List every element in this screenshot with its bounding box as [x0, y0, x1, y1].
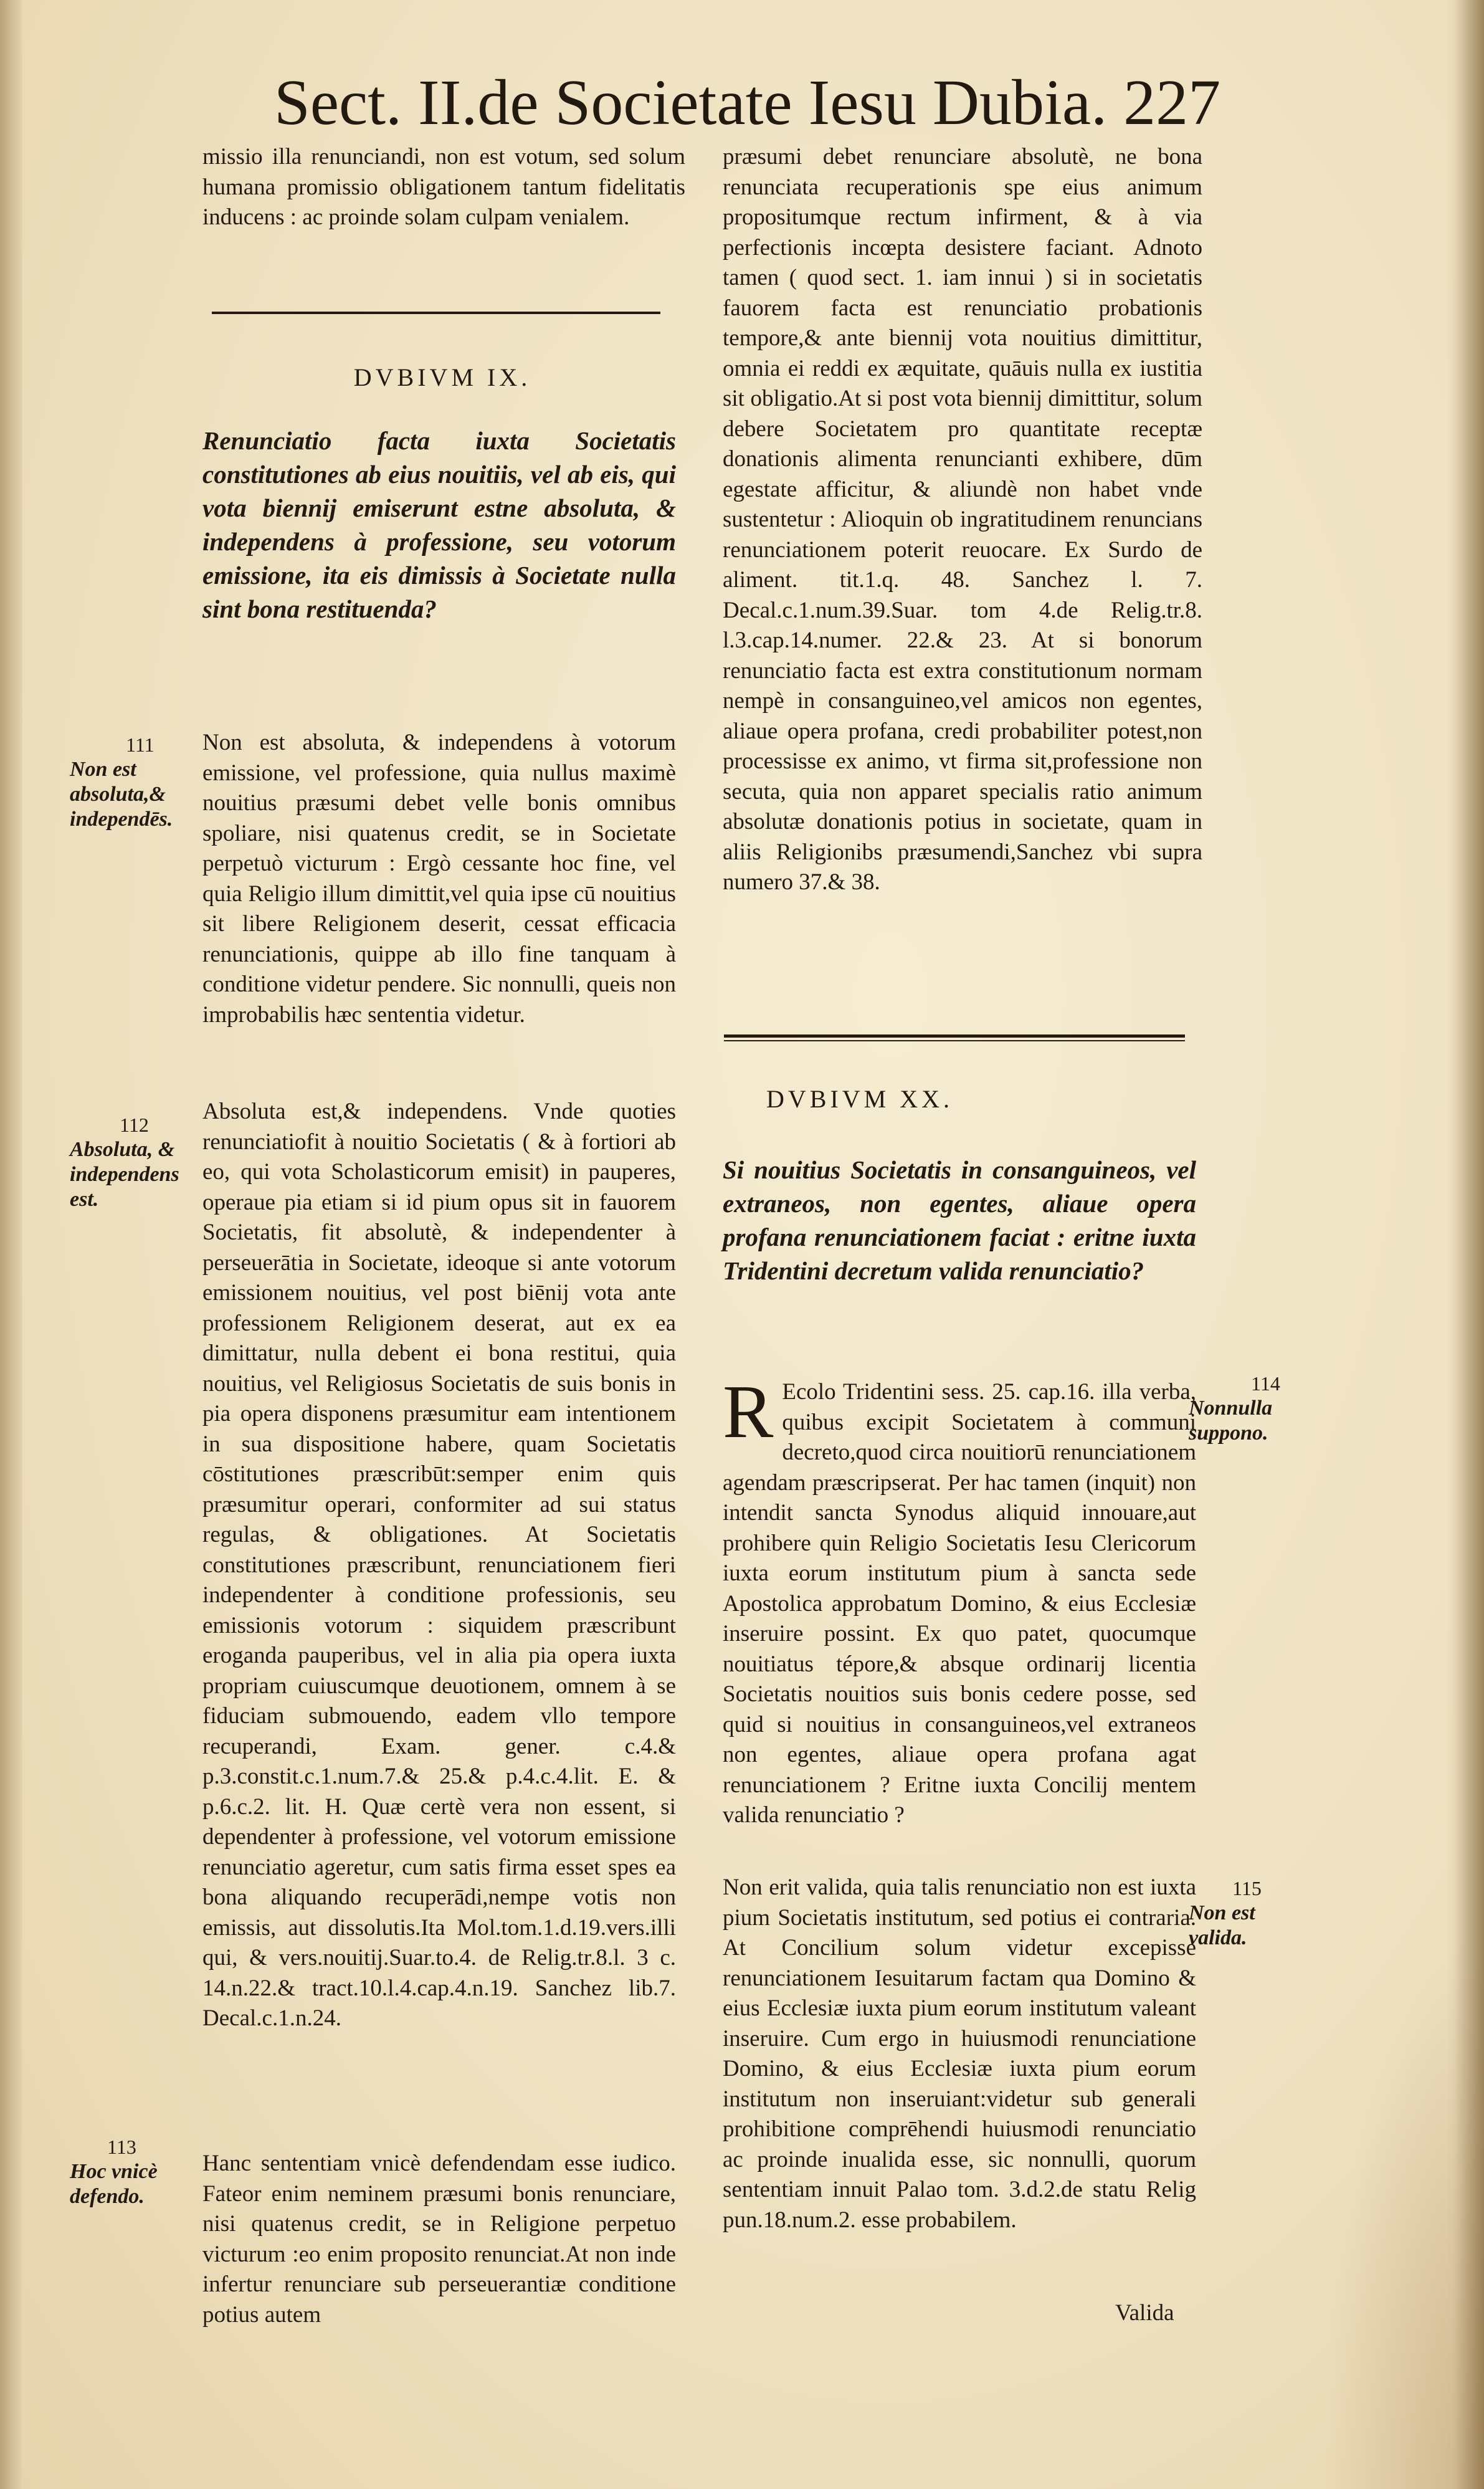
left-continuation: missio illa renunciandi, non est votum, sed solum humana promissio obligationem tantum fidelitatis inducens : ac proinde solam culpam venialem.	[202, 144, 685, 230]
margin-note-115	[1189, 1876, 1307, 1951]
dubium-xx-question: Si nouitius Societatis in consanguineos, vel extraneos, non egentes, aliaue opera profana renunciationem faciat : eritne iuxta Tridentini decretum valida renunciatio?	[723, 1155, 1196, 1285]
section-rule-left	[212, 312, 660, 314]
running-header: Sect. II.de Societate Iesu Dubia. 227	[274, 67, 1221, 138]
dubium-ix-question: Renunciatio facta iuxta Societatis constitutiones ab eius nouitiis, vel ab eis, qui vota biennij emiserunt estne absoluta, & independens à professione, seu votorum emissione, ita eis dimissis à Societate nulla sint bona restituenda?	[202, 426, 676, 623]
dubium-ix-title: DVBIVM IX.	[353, 363, 531, 391]
margin-note-111-number: 111	[126, 733, 155, 756]
paragraph-114-text: Ecolo Tridentini sess. 25. cap.16. illa verba, quibus excipit Societatem à communi decreto,quod circa nouitiorū renunciationem agendam præscripserat. Per hac tamen (inquit) non intendit sancta Synodus aliquid innouare,aut prohibere quin Religio Societatis Iesu Clericorum iuxta eorum institutum pium à sancta sede Apostolica approbatum Domino, & eius Ecclesiæ inseruire possint. Ex quo patet, quocumque nouitiatus tépore,& absque ordinarij licentia Societatis nouitios suis bonis cedere posse, sed quid si nouitius in consanguineos,vel extraneos non egentes, aliaue opera profana agat renunciationem ? Eritne iuxta Concilij mentem valida renunciatio ?	[723, 1379, 1196, 1828]
right-continuation: præsumi debet renunciare absolutè, ne bona renunciata recuperationis spe eius animum propositumque rectum infirment, & à via perfectionis incœpta desistere faciant. Adnoto tamen ( quod sect. 1. iam innui ) si in societatis fauorem facta est renunciatio probationis tempore,& ante biennij vota nouitius dimittitur, omnia ei reddi ex æquitate, quāuis nulla ex iustitia sit obligatio.At si post vota biennij dimittitur, solum debere Societatem pro quantitate receptæ donationis alimenta renuncianti exhibere, dūm egestate afficitur, & aliundè non habet vnde sustentetur : Alioquin ob ingratitudinem renuncians renunciationem poterit reuocare. Ex Surdo de aliment. tit.1.q. 48. Sanchez l. 7. Decal.c.1.num.39.Suar. tom 4.de Relig.tr.8. l.3.cap.14.numer. 22.& 23. At si bonorum renunciatio facta est extra constitutionum normam nempè in consanguineo,vel amicos non egentes, aliaue opera profana, credi probabiliter potest,non processisse ex animo, vt firma sit,professione non secuta, quia non apparet specialis ratio animum absolutæ donationis potius in societate, quam in aliis Religionibs præsumendi,Sanchez vbi supra numero 37.& 38.	[723, 144, 1202, 895]
drop-capital: R	[723, 1370, 774, 1454]
margin-note-112-text: Absoluta, & independens est.	[70, 1138, 179, 1211]
paragraph-113-text: Hanc sententiam vnicè defendendam esse iudico. Fateor enim neminem præsumi bonis renunciare, nisi quatenus credit, se in Religione perpetuo victurum :eo enim proposito renunciat.At non inde infertur renunciare sub perseuerantiæ conditione potius autem	[202, 2151, 676, 2328]
margin-note-111-text: Non est absoluta,& independēs.	[70, 758, 173, 831]
paragraph-113	[202, 2149, 676, 2330]
margin-note-114-number: 114	[1251, 1372, 1280, 1395]
margin-note-111	[70, 732, 201, 832]
paragraph-114	[723, 1370, 1196, 1831]
margin-note-113	[70, 2134, 191, 2209]
catchword: Valida	[1115, 2300, 1174, 2326]
dubium-xx-title: DVBIVM XX.	[766, 1085, 953, 1113]
paper-stain	[1322, 1928, 1484, 2489]
paragraph-111-text: Non est absoluta, & independens à votorum emissione, vel professione, quia nullus maximè nouitius præsumi debet velle bonis omnibus spoliare, nisi quatenus credit, se in Societate perpetuò victurum : Ergò cessante hoc fine, vel quia Religio illum dimittit,vel quia ipse cū nouitius sit libere Religionem deserit, cessat efficacia renunciationis, quippe ab illo fine tanquam à conditione videtur pendere. Sic nonnulli, queis non improbabilis hæc sententia videtur.	[202, 730, 676, 1028]
section-rule-right	[724, 1034, 1185, 1038]
page-edge-left	[0, 0, 22, 2489]
margin-note-112-number: 112	[120, 1114, 149, 1136]
margin-note-113-number: 113	[107, 2136, 136, 2158]
margin-note-113-text: Hoc vnicè defendo.	[70, 2160, 158, 2208]
paragraph-111	[202, 728, 676, 1030]
paragraph-115-text: Non erit valida, quia talis renunciatio non est iuxta pium Societatis institutum, sed potius ei contraria. At Concilium solum videtur excepisse renunciationem Iesuitarum factam qua Domino & eius Ecclesiæ iuxta pium eorum institutum valeant inseruire. Cum ergo in huiusmodi renunciatione Domino, & eius Ecclesiæ iuxta pium eorum institutum non inseruiant:videtur sub generali prohibitione comprēhendi huiusmodi renunciatio ac proinde inualida esse, sic nonnulli, quorum sententiam innuit Palao tom. 3.d.2.de statu Relig pun.18.num.2. esse probabilem.	[723, 1875, 1196, 2233]
paragraph-115	[723, 1873, 1196, 2235]
margin-note-112	[70, 1112, 201, 1212]
margin-note-115-text: Non est valida.	[1189, 1901, 1255, 1949]
margin-note-115-number: 115	[1232, 1877, 1262, 1899]
margin-note-114	[1189, 1371, 1307, 1446]
paragraph-112	[202, 1097, 676, 2034]
margin-note-114-text: Nonnulla suppono.	[1189, 1397, 1273, 1445]
paragraph-112-text: Absoluta est,& independens. Vnde quoties renunciatiofit à nouitio Societatis ( & à fortiori ab eo, qui vota Scholasticorum emisit) in pauperes, operaue pia etiam si id pium opus sit in fauorem Societatis, fit absolutè, & independenter à perseuerātia in Societate, ideoque si ante votorum emissionem nouitius, vel post biēnij vota ante professionem Religionem deserat, aut ex ea dimittatur, nulla debent ei bona restitui, quia nouitius, vel Religiosus Societatis de suis bonis in pia opera disponens præsumitur eam intentionem in sua dispositione habere, quam Societatis cōstitutiones præscribūt:semper enim quis præsumitur operari, conformiter ad sui status regulas, & obligationes. At Societatis constitutiones præscribunt, renunciationem fieri independenter à conditione professionis, seu emissionis votorum : siquidem præscribunt eroganda pauperibus, vel in alia pia opera iuxta propriam cuiuscumque deuotionem, omnem à se fiduciam submouendo, eadem vllo tempore recuperandi, Exam. gener. c.4.& p.3.constit.c.1.num.7.& 25.& p.4.c.4.lit. E. & p.6.c.2. lit. H. Quæ certè vera non essent, si dependenter à professione, vel votorum emissione renunciatio ageretur, cum satis firma esset spes ea bona aliquando recuperādi,nempe votis non emissis, aut dissolutis.Ita Mol.tom.1.d.19.vers.illi qui, & vers.nouitij.Suar.to.4. de Relig.tr.8.l. 3 c. 14.n.22.& tract.10.l.4.cap.4.n.19. Sanchez lib.7. Decal.c.1.n.24.	[202, 1099, 676, 2031]
